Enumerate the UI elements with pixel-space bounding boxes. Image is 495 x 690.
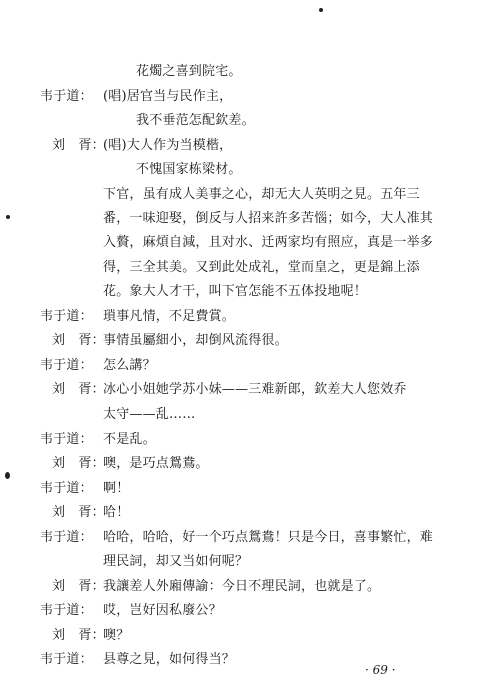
speaker-label: 刘 胥： [52, 138, 105, 153]
speaker-label: 韦于道： [40, 432, 93, 447]
speaker-label: 韦于道： [40, 309, 93, 324]
text-line: 理民詞，却又当如何呢？ [103, 554, 249, 569]
text-line: 噢？ [103, 628, 130, 643]
speaker-label: 韦于道： [40, 603, 93, 618]
text-line: 怎么講？ [103, 358, 156, 373]
text-line: 哎，岂好因私廢公？ [103, 603, 222, 618]
text-line: 花。象大人才干，叫下官怎能不五体投地呢！ [103, 284, 368, 299]
speaker-label: 韦于道： [40, 358, 93, 373]
text-line: 我讓差人外廂傳諭：今日不理民詞，也就是了。 [103, 579, 381, 594]
text-line: 事情虽屬細小，却倒风流得很。 [103, 333, 288, 348]
text-line: 我不垂范怎配欽差。 [136, 113, 255, 128]
text-line: 得，三全其美。又到此处成礼，堂而皇之，更是錦上添 [103, 260, 420, 275]
text-line: 入贅，麻煩自減，且对水、迁两家均有照应，真是一举多 [103, 235, 434, 250]
speaker-label: 刘 胥： [52, 382, 105, 397]
text-line: 番，一味迎娶，倒反与人招来許多苦惱；如今，大人准其 [103, 211, 434, 226]
ink-dot-left-lower [5, 472, 10, 479]
text-line: 哈哈，哈哈，好一个巧点鴛鴦！只是今日，喜事繁忙，难 [103, 530, 434, 545]
text-line: 花燭之喜到院宅。 [136, 64, 242, 79]
text-line: 噢，是巧点鴛鴦。 [103, 456, 209, 471]
text-line: 太守——乱…… [103, 407, 196, 422]
text-line: 哈！ [103, 505, 130, 520]
text-line: 啊！ [103, 481, 130, 496]
text-line: 下官，虽有成人美事之心，却无大人英明之見。五年三 [103, 187, 420, 202]
text-line: 瑣事凡情，不足費賞。 [103, 309, 236, 324]
speaker-label: 刘 胥： [52, 505, 105, 520]
speaker-label: 刘 胥： [52, 456, 105, 471]
text-line: 县尊之見，如何得当？ [103, 652, 236, 667]
speaker-label: 韦于道： [40, 530, 93, 545]
text-line: 冰心小姐她学苏小妹——三难新郎，欽差大人您效乔 [103, 382, 407, 397]
text-line: (唱)居官当与民作主， [103, 89, 233, 104]
text-line: (唱)大人作为当模楷， [103, 138, 233, 153]
speaker-label: 刘 胥： [52, 628, 105, 643]
speaker-label: 韦于道： [40, 481, 93, 496]
speaker-label: 韦于道： [40, 89, 93, 104]
speaker-label: 韦于道： [40, 652, 93, 667]
speaker-label: 刘 胥： [52, 333, 105, 348]
text-line: 不愧国家栋梁材。 [136, 162, 242, 177]
speaker-label: 刘 胥： [52, 579, 105, 594]
page-number: · 69 · [365, 663, 396, 677]
ink-dot-left-upper [6, 215, 10, 219]
ink-dot-top [319, 8, 323, 12]
text-line: 不是乱。 [103, 432, 156, 447]
